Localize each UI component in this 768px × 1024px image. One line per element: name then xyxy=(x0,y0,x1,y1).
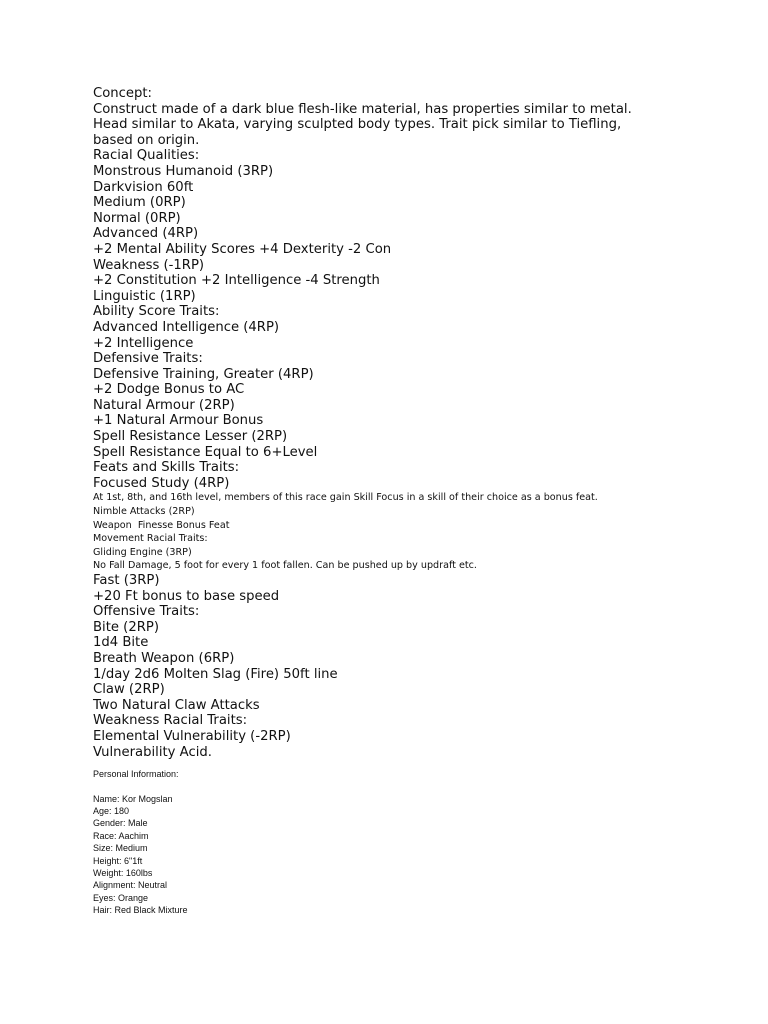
feats-skills-traits-section xyxy=(93,460,733,491)
offensive-traits-heading: Offensive Traits: xyxy=(93,604,200,620)
small-line: At 1st, 8th, and 16th level, members of this race gain Skill Focus in a skill of their choice as a bonus feat. xyxy=(93,492,598,504)
personal-info-line: Size: Medium xyxy=(93,843,148,854)
concept-line: based on origin. xyxy=(93,132,200,148)
ability-score-trait-line: +2 Intelligence xyxy=(93,335,194,351)
personal-info-line: Hair: Red Black Mixture xyxy=(93,905,188,916)
racial-quality-line: +2 Mental Ability Scores +4 Dexterity -2 Con xyxy=(93,241,392,257)
weakness-traits-section xyxy=(93,713,733,760)
weakness-trait-line: Elemental Vulnerability (-2RP) xyxy=(93,728,291,744)
defensive-trait-line: +1 Natural Armour Bonus xyxy=(93,413,264,429)
small-line: Movement Racial Traits: xyxy=(93,533,208,545)
personal-information-list xyxy=(93,793,733,917)
defensive-trait-line: Natural Armour (2RP) xyxy=(93,397,235,413)
offensive-trait-line: Claw (2RP) xyxy=(93,682,165,698)
personal-info-line: Eyes: Orange xyxy=(93,892,149,903)
ability-score-trait-line: Advanced Intelligence (4RP) xyxy=(93,319,280,335)
movement-line: +20 Ft bonus to base speed xyxy=(93,588,280,604)
small-text-section xyxy=(93,491,733,573)
small-line: Nimble Attacks (2RP) xyxy=(93,506,195,518)
defensive-trait-line: Spell Resistance Equal to 6+Level xyxy=(93,444,318,460)
personal-info-line: Age: 180 xyxy=(93,805,130,816)
ability-score-traits-section xyxy=(93,304,733,351)
concept-section xyxy=(93,86,733,148)
concept-line: Head similar to Akata, varying sculpted body types. Trait pick similar to Tiefling, xyxy=(93,117,622,133)
ability-score-traits-heading: Ability Score Traits: xyxy=(93,304,220,320)
small-line: Weapon Finesse Bonus Feat xyxy=(93,519,230,531)
racial-quality-line: Advanced (4RP) xyxy=(93,226,199,242)
feats-skills-traits-heading: Feats and Skills Traits: xyxy=(93,460,240,476)
racial-quality-line: Darkvision 60ft xyxy=(93,179,194,195)
defensive-trait-line: Spell Resistance Lesser (2RP) xyxy=(93,429,288,445)
offensive-trait-line: Two Natural Claw Attacks xyxy=(93,697,260,713)
personal-info-line: Weight: 160lbs xyxy=(93,867,153,878)
racial-qualities-section xyxy=(93,148,733,304)
offensive-trait-line: Breath Weapon (6RP) xyxy=(93,650,235,666)
movement-line: Fast (3RP) xyxy=(93,573,160,588)
racial-quality-line: Linguistic (1RP) xyxy=(93,288,196,304)
defensive-traits-heading: Defensive Traits: xyxy=(93,351,203,367)
concept-heading: Concept: xyxy=(93,86,152,101)
concept-line: Construct made of a dark blue flesh-like material, has properties similar to metal. xyxy=(93,101,632,117)
personal-info-line: Gender: Male xyxy=(93,818,148,829)
defensive-trait-line: Defensive Training, Greater (4RP) xyxy=(93,366,314,382)
weakness-traits-heading: Weakness Racial Traits: xyxy=(93,713,248,729)
personal-information-heading: Personal Information: xyxy=(93,769,179,780)
weakness-trait-line: Vulnerability Acid. xyxy=(93,744,212,760)
offensive-trait-line: 1d4 Bite xyxy=(93,635,149,651)
feats-skills-trait-line: Focused Study (4RP) xyxy=(93,475,230,491)
offensive-trait-line: 1/day 2d6 Molten Slag (Fire) 50ft line xyxy=(93,666,338,682)
racial-quality-line: Weakness (-1RP) xyxy=(93,257,205,273)
racial-quality-line: Normal (0RP) xyxy=(93,210,181,226)
offensive-trait-line: Bite (2RP) xyxy=(93,619,159,635)
small-line: No Fall Damage, 5 foot for every 1 foot fallen. Can be pushed up by updraft etc. xyxy=(93,560,477,572)
racial-qualities-heading: Racial Qualities: xyxy=(93,148,200,164)
racial-quality-line: +2 Constitution +2 Intelligence -4 Strength xyxy=(93,273,380,289)
personal-info-line: Alignment: Neutral xyxy=(93,880,168,891)
defensive-trait-line: +2 Dodge Bonus to AC xyxy=(93,382,245,398)
personal-info-line: Height: 6"1ft xyxy=(93,855,143,866)
personal-information-section xyxy=(93,768,733,916)
defensive-traits-section xyxy=(93,351,733,460)
offensive-traits-section xyxy=(93,604,733,713)
personal-info-line: Race: Aachim xyxy=(93,830,149,841)
document-page xyxy=(93,86,733,917)
movement-more-section xyxy=(93,573,733,604)
racial-quality-line: Monstrous Humanoid (3RP) xyxy=(93,163,274,179)
small-line: Gliding Engine (3RP) xyxy=(93,546,192,558)
racial-quality-line: Medium (0RP) xyxy=(93,195,186,211)
personal-info-line: Name: Kor Mogslan xyxy=(93,793,173,804)
